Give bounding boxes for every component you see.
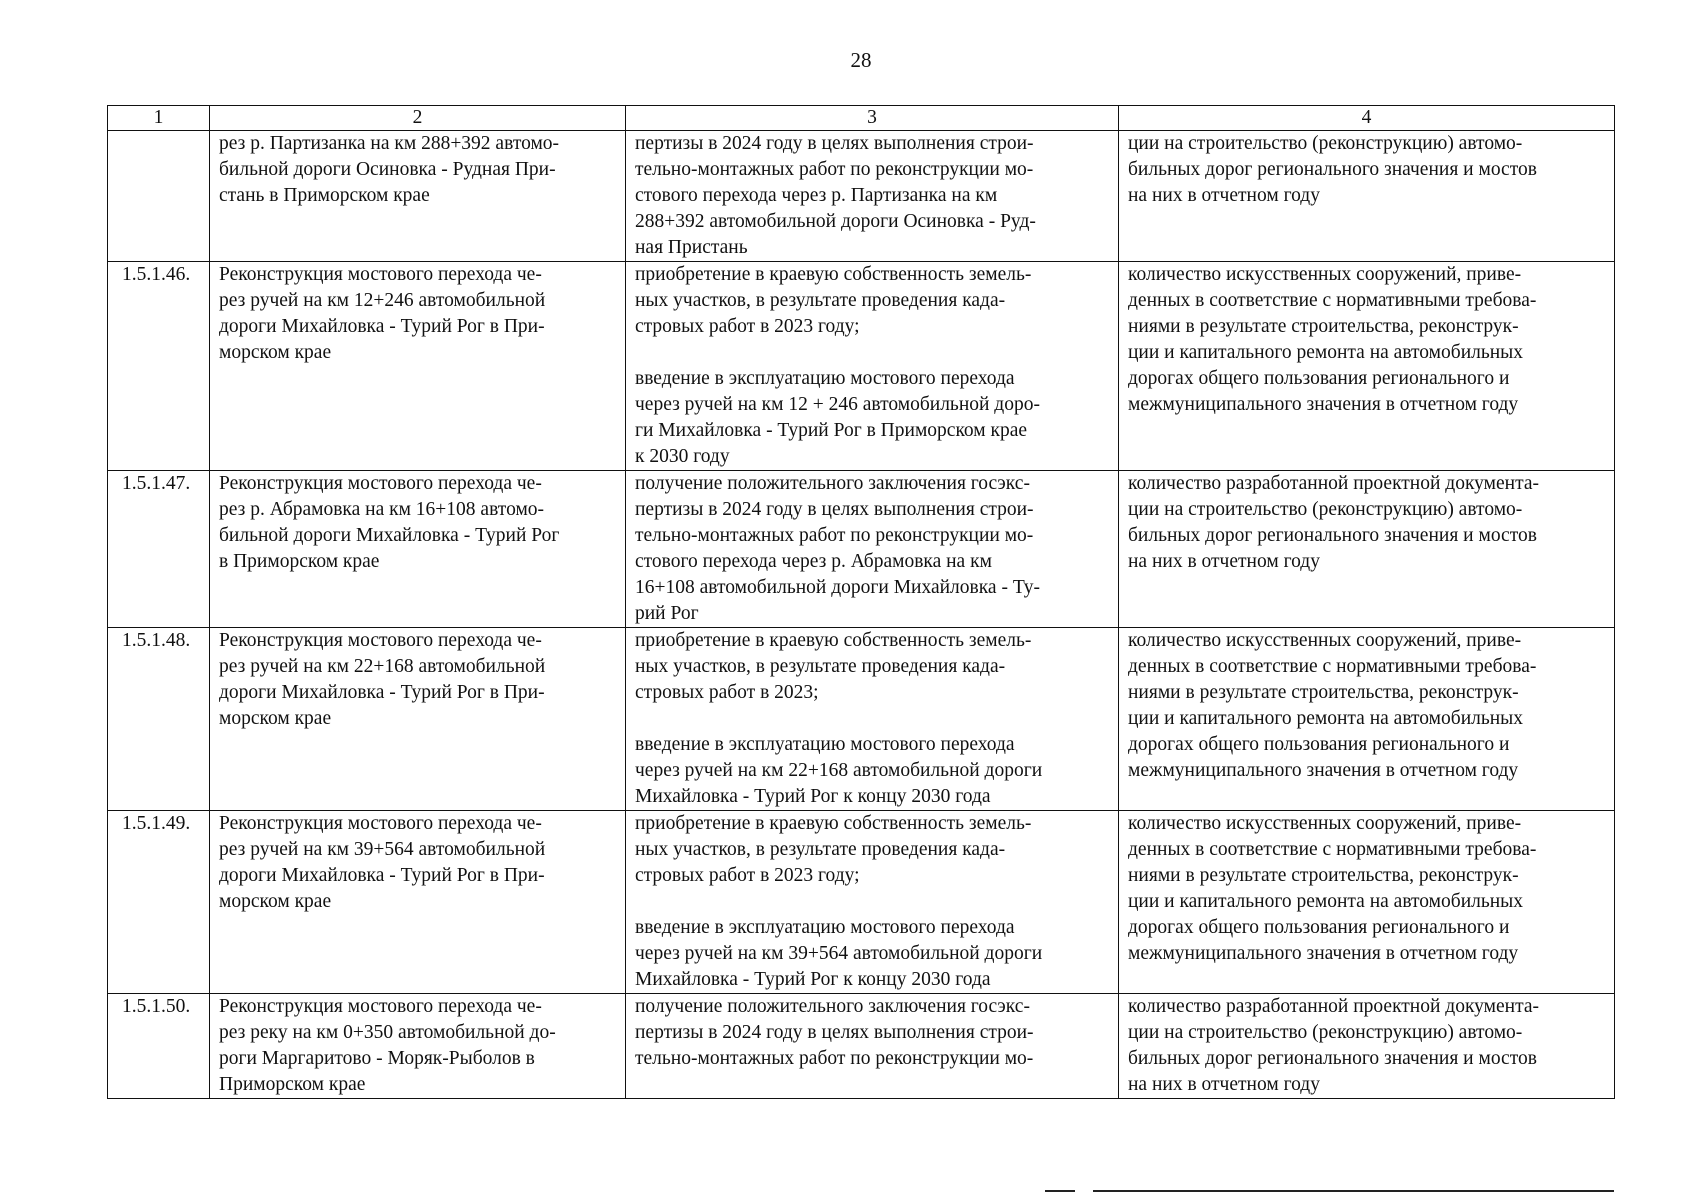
text-line: дорогах общего пользования регионального и [1128,368,1510,389]
cell-measure-name [210,262,626,471]
measures-table [107,105,1615,1099]
text-line: пертизы в 2024 году в целях выполнения строи- [635,499,1034,520]
cell-expected-result [626,471,1119,628]
text-line: дорогах общего пользования регионального и [1128,734,1510,755]
text-line: ции и капитального ремонта на автомобильных [1128,891,1524,912]
text-line: на них в отчетном году [1128,185,1320,206]
text-line: ции на строительство (реконструкцию) автомо- [1128,133,1523,154]
text-line: денных в соответствие с нормативными требова- [1128,839,1537,860]
text-line: к 2030 году [635,446,730,467]
text-line: межмуниципального значения в отчетном году [1128,943,1519,964]
text-line: морском крае [219,891,332,912]
cell-measure-name [210,994,626,1099]
page-number: 28 [850,48,872,72]
cell-number: 1.5.1.47. [108,471,210,628]
cell-measure-name [210,471,626,628]
text-line: стань в Приморском крае [219,185,430,206]
cell-indicator [1119,628,1615,811]
text-line: Реконструкция мостового перехода че- [219,264,542,285]
table-row [108,262,1615,471]
text-line: межмуниципального значения в отчетном году [1128,760,1519,781]
table-header-row [108,106,1615,131]
text-line: ных участков, в результате проведения када- [635,656,1006,677]
cell-measure-name [210,628,626,811]
text-line: ции и капитального ремонта на автомобильных [1128,342,1524,363]
text-line: рез ручей на км 12+246 автомобильной [219,290,546,311]
text-line: Михайловка - Турий Рог к концу 2030 года [635,969,991,990]
text-line: приобретение в краевую собственность земель- [635,813,1032,834]
header-cell-3: 3 [626,106,1119,131]
text-line: рий Рог [635,603,699,624]
paragraph-gap [635,706,1112,732]
text-line: приобретение в краевую собственность земель- [635,630,1032,651]
text-line: на них в отчетном году [1128,551,1320,572]
cell-indicator [1119,994,1615,1099]
cell-number [108,131,210,262]
cell-number: 1.5.1.48. [108,628,210,811]
text-line: дорогах общего пользования регионального и [1128,917,1510,938]
cell-indicator [1119,262,1615,471]
text-line: рез реку на км 0+350 автомобильной до- [219,1022,556,1043]
text-line: введение в эксплуатацию мостового перехода [635,917,1015,938]
text-line: бильной дороги Осиновка - Рудная При- [219,159,556,180]
text-line: межмуниципального значения в отчетном году [1128,394,1519,415]
text-line: морском крае [219,342,332,363]
text-line: в Приморском крае [219,551,380,572]
text-line: бильной дороги Михайловка - Турий Рог [219,525,560,546]
text-line: бильных дорог регионального значения и мостов [1128,525,1537,546]
text-line: пертизы в 2024 году в целях выполнения строи- [635,1022,1034,1043]
text-line: через ручей на км 12 + 246 автомобильной доро- [635,394,1040,415]
text-line: количество искусственных сооружений, приве- [1128,813,1522,834]
text-line: рез ручей на км 39+564 автомобильной [219,839,546,860]
table-row [108,628,1615,811]
text-line: ции и капитального ремонта на автомобильных [1128,708,1524,729]
text-line: дороги Михайловка - Турий Рог в При- [219,682,545,703]
text-line: ная Пристань [635,237,748,258]
table-body [108,106,1615,1099]
table-row [108,811,1615,994]
text-line: количество разработанной проектной документа- [1128,473,1540,494]
text-line: денных в соответствие с нормативными требова- [1128,290,1537,311]
text-line: рез р. Абрамовка на км 16+108 автомо- [219,499,545,520]
text-line: стровых работ в 2023; [635,682,819,703]
text-line: стового перехода через р. Абрамовка на км [635,551,992,572]
text-line: дороги Михайловка - Турий Рог в При- [219,316,545,337]
cell-indicator [1119,811,1615,994]
text-line: тельно-монтажных работ по реконструкции мо- [635,159,1034,180]
text-line: ниями в результате строительства, реконструк- [1128,316,1519,337]
text-line: количество искусственных сооружений, приве- [1128,264,1522,285]
text-line: через ручей на км 22+168 автомобильной дороги [635,760,1043,781]
cell-number: 1.5.1.50. [108,994,210,1099]
text-line: бильных дорог регионального значения и мостов [1128,159,1537,180]
text-line: денных в соответствие с нормативными требова- [1128,656,1537,677]
cell-number: 1.5.1.49. [108,811,210,994]
cell-indicator [1119,131,1615,262]
cell-expected-result [626,994,1119,1099]
text-line: ных участков, в результате проведения када- [635,839,1006,860]
text-line: 288+392 автомобильной дороги Осиновка - Руд- [635,211,1036,232]
text-line: роги Маргаритово - Моряк-Рыболов в [219,1048,535,1069]
text-line: Реконструкция мостового перехода че- [219,473,542,494]
text-line: Приморском крае [219,1074,366,1095]
cell-measure-name [210,811,626,994]
header-cell-2: 2 [210,106,626,131]
text-line: бильных дорог регионального значения и мостов [1128,1048,1537,1069]
text-line: стового перехода через р. Партизанка на км [635,185,998,206]
text-line: стровых работ в 2023 году; [635,865,860,886]
text-line: дороги Михайловка - Турий Рог в При- [219,865,545,886]
table-row [108,131,1615,262]
text-line: ниями в результате строительства, реконструк- [1128,682,1519,703]
text-line: Реконструкция мостового перехода че- [219,813,542,834]
text-line: стровых работ в 2023 году; [635,316,860,337]
text-line: ции на строительство (реконструкцию) автомо- [1128,499,1523,520]
cell-expected-result [626,628,1119,811]
cell-expected-result [626,262,1119,471]
text-line: Реконструкция мостового перехода че- [219,996,542,1017]
paragraph-gap [635,889,1112,915]
cell-number: 1.5.1.46. [108,262,210,471]
text-line: ниями в результате строительства, реконструк- [1128,865,1519,886]
cell-indicator [1119,471,1615,628]
cell-expected-result [626,131,1119,262]
text-line: тельно-монтажных работ по реконструкции мо- [635,1048,1034,1069]
text-line: количество искусственных сооружений, приве- [1128,630,1522,651]
text-line: Михайловка - Турий Рог к концу 2030 года [635,786,991,807]
text-line: ги Михайловка - Турий Рог в Приморском крае [635,420,1028,441]
text-line: рез р. Партизанка на км 288+392 автомо- [219,133,560,154]
paragraph-gap [635,340,1112,366]
text-line: 16+108 автомобильной дороги Михайловка - Ту- [635,577,1040,598]
text-line: количество разработанной проектной документа- [1128,996,1540,1017]
header-cell-1: 1 [108,106,210,131]
footer-rule-short [1045,1190,1075,1192]
text-line: получение положительного заключения госэкс- [635,473,1030,494]
text-line: приобретение в краевую собственность земель- [635,264,1032,285]
footer-rule-long [1093,1190,1614,1192]
text-line: рез ручей на км 22+168 автомобильной [219,656,546,677]
text-line: на них в отчетном году [1128,1074,1320,1095]
text-line: морском крае [219,708,332,729]
text-line: введение в эксплуатацию мостового перехода [635,734,1015,755]
header-cell-4: 4 [1119,106,1615,131]
text-line: пертизы в 2024 году в целях выполнения строи- [635,133,1034,154]
table-row [108,471,1615,628]
cell-measure-name [210,131,626,262]
text-line: через ручей на км 39+564 автомобильной дороги [635,943,1043,964]
text-line: получение положительного заключения госэкс- [635,996,1030,1017]
text-line: Реконструкция мостового перехода че- [219,630,542,651]
text-line: введение в эксплуатацию мостового перехода [635,368,1015,389]
cell-expected-result [626,811,1119,994]
measures-table-wrapper [107,105,1614,1099]
text-line: ных участков, в результате проведения када- [635,290,1006,311]
text-line: ции на строительство (реконструкцию) автомо- [1128,1022,1523,1043]
table-row [108,994,1615,1099]
text-line: тельно-монтажных работ по реконструкции мо- [635,525,1034,546]
